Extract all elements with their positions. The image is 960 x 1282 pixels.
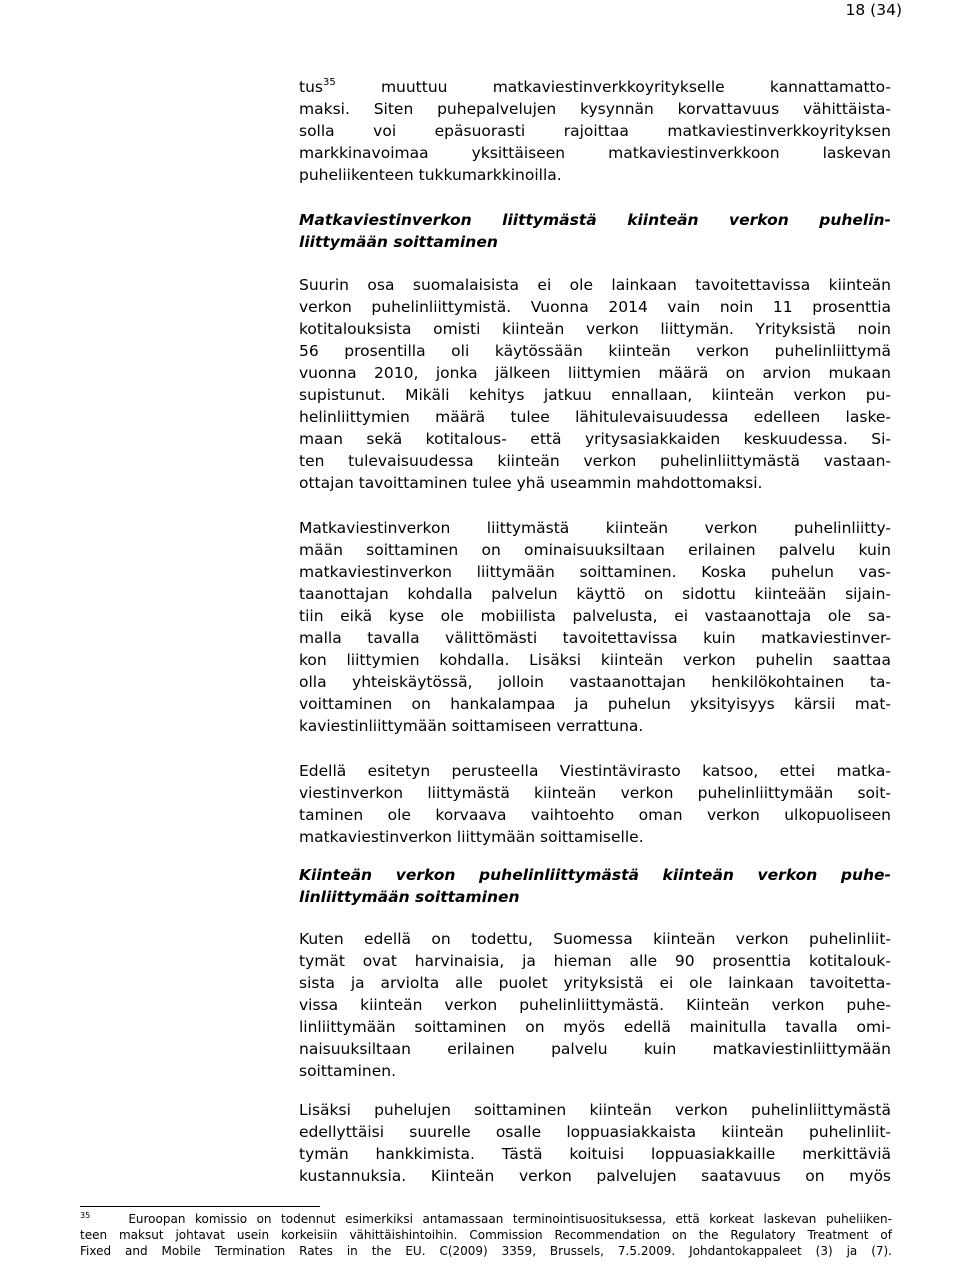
text-line: mään soittaminen on ominaisuuksiltaan erilainen palvelu kuin: [299, 541, 891, 559]
text-line: linliittymään soittaminen on myös edellä mainitulla tavalla omi-: [299, 1018, 891, 1036]
heading-line: Matkaviestinverkon liittymästä kiinteän verkon puhelin-: [299, 211, 891, 229]
text-line: puheliikenteen tukkumarkkinoilla.: [299, 166, 562, 184]
text-line: tymät ovat harvinaisia, ja hieman alle 90 prosenttia kotitalouk-: [299, 952, 891, 970]
text-line: matkaviestinverkon liittymään soittaminen. Koska puhelun vas-: [299, 563, 891, 581]
text-line: solla voi epäsuorasti rajoittaa matkaviestinverkkoyrityksen: [299, 122, 891, 140]
footnote-number: 35: [80, 1211, 91, 1220]
footnote: [80, 1211, 892, 1259]
text-line: soittaminen.: [299, 1062, 397, 1080]
text-line: supistunut. Mikäli kehitys jatkuu ennallaan, kiinteän verkon pu-: [299, 386, 891, 404]
text-line: markkinavoimaa yksittäiseen matkaviestinverkkoon laskevan: [299, 144, 891, 162]
text-line: matkaviestinverkon liittymään soittamiselle.: [299, 828, 644, 846]
paragraph: [299, 928, 891, 1082]
heading-line: linliittymään soittaminen: [299, 888, 520, 906]
text-line: 56 prosentilla oli käytössään kiinteän verkon puhelinliittymä: [299, 342, 891, 360]
text-line: vissa kiinteän verkon puhelinliittymästä. Kiinteän verkon puhe-: [299, 996, 891, 1014]
text-line: taminen ole korvaava vaihtoehto oman verkon ulkopuoliseen: [299, 806, 891, 824]
text-line: tiin eikä kyse ole mobiilista palvelusta, ei vastaanottaja ole sa-: [299, 607, 891, 625]
first-word: tus: [299, 78, 323, 96]
paragraph: [299, 274, 891, 494]
paragraph: [299, 760, 891, 848]
footnote-text: Euroopan komissio on todennut esimerkiksi antamassaan terminointisuosituksessa, että korkeat laskevan puheliiken-: [128, 1212, 892, 1226]
text-line: Matkaviestinverkon liittymästä kiinteän verkon puhelinliitty-: [299, 519, 891, 537]
text-line: [299, 76, 891, 98]
text-line: kaviestinliittymään soittamiseen verrattuna.: [299, 717, 644, 735]
text-line: tymän hankkimista. Tästä koituisi loppuasiakkaille merkittäviä: [299, 1145, 891, 1163]
text-line: Suurin osa suomalaisista ei ole lainkaan tavoitettavissa kiinteän: [299, 276, 891, 294]
text-line: taanottajan kohdalla palvelun käyttö on sidottu kiinteään sijain-: [299, 585, 891, 603]
text-line: Edellä esitetyn perusteella Viestintävirasto katsoo, ettei matka-: [299, 762, 891, 780]
footnote-line: Fixed and Mobile Termination Rates in the EU. C(2009) 3359, Brussels, 7.5.2009. Johdantokappaleet (3) ja (7).: [80, 1244, 892, 1258]
footnote-separator: [80, 1206, 320, 1207]
text-line: voittaminen on hankalampaa ja puhelun yksityisyys kärsii mat-: [299, 695, 891, 713]
heading-line: Kiinteän verkon puhelinliittymästä kiinteän verkon puhe-: [299, 866, 891, 884]
text-line: verkon puhelinliittymistä. Vuonna 2014 vain noin 11 prosenttia: [299, 298, 891, 316]
footnote-line: [80, 1211, 892, 1227]
page-number: 18 (34): [845, 1, 902, 19]
continuation-paragraph: [299, 76, 891, 186]
text-line: Lisäksi puhelujen soittaminen kiinteän verkon puhelinliittymästä: [299, 1101, 891, 1119]
text-line: ottajan tavoittaminen tulee yhä useammin mahdottomaksi.: [299, 474, 763, 492]
text-line: edellyttäisi suurelle osalle loppuasiakkaista kiinteän puhelinliit-: [299, 1123, 891, 1141]
text-line: maan sekä kotitalous- että yritysasiakkaiden keskuudessa. Si-: [299, 430, 891, 448]
text-line: malla tavalla välittömästi tavoitettavissa kuin matkaviestinver-: [299, 629, 891, 647]
text-line: kotitalouksista omisti kiinteän verkon liittymän. Yrityksistä noin: [299, 320, 891, 338]
text-line: kon liittymien kohdalla. Lisäksi kiinteän verkon puhelin saattaa: [299, 651, 891, 669]
text-line: ten tulevaisuudessa kiinteän verkon puhelinliittymästä vastaan-: [299, 452, 891, 470]
paragraph: [299, 517, 891, 737]
text-line: helinliittymien määrä tulee lähitulevaisuudessa edelleen laske-: [299, 408, 891, 426]
paragraph: [299, 1099, 891, 1187]
text-line-remainder: muuttuu matkaviestinverkkoyritykselle kannattamatto-: [380, 78, 891, 96]
text-line: Kuten edellä on todettu, Suomessa kiinteän verkon puhelinliit-: [299, 930, 891, 948]
section-heading-mobile-to-fixed: [299, 209, 891, 253]
text-line: vuonna 2010, jonka jälkeen liittymien määrä on arvion mukaan: [299, 364, 891, 382]
footnote-reference: 35: [322, 77, 336, 88]
heading-line: liittymään soittaminen: [299, 233, 498, 251]
text-line: naisuuksiltaan erilainen palvelu kuin matkaviestinliittymään: [299, 1040, 891, 1058]
text-line: sista ja arviolta alle puolet yrityksistä ei ole lainkaan tavoitetta-: [299, 974, 891, 992]
section-heading-fixed-to-fixed: [299, 864, 891, 908]
text-line: maksi. Siten puhepalvelujen kysynnän korvattavuus vähittäista-: [299, 100, 891, 118]
text-line: olla yhteiskäytössä, jolloin vastaanottajan henkilökohtainen ta-: [299, 673, 891, 691]
text-line: kustannuksia. Kiinteän verkon palvelujen saatavuus on myös: [299, 1167, 891, 1185]
text-line: viestinverkon liittymästä kiinteän verkon puhelinliittymään soit-: [299, 784, 891, 802]
footnote-line: teen maksut johtavat usein korkeisiin vähittäishintoihin. Commission Recommendation on the Regulatory Treatment of: [80, 1228, 892, 1242]
